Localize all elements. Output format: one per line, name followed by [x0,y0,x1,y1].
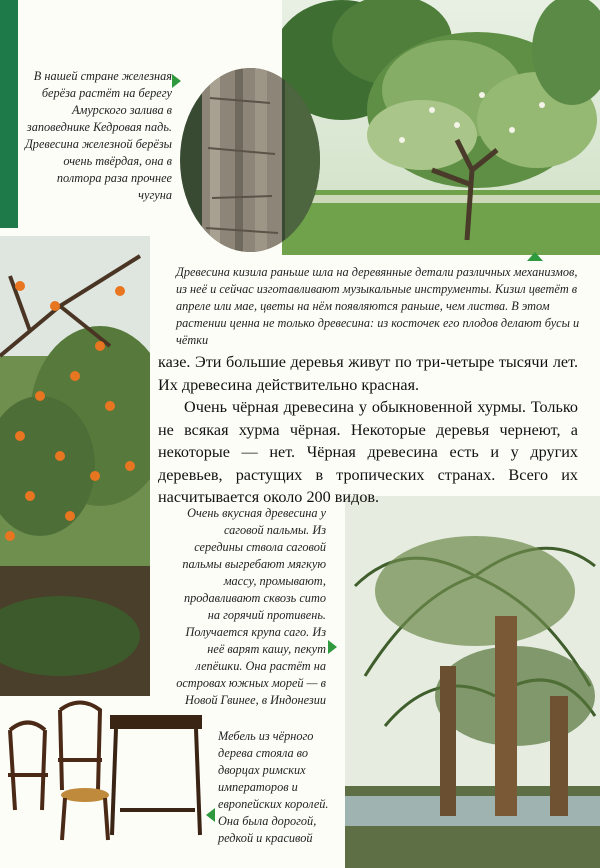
body-paragraph: Очень чёрная древесина у обыкновенной хурмы. Только не всякая хурма чёрная. Некоторые деревья чернеют, а некоторые — нет. Чёрная древесина есть и у других деревьев, растущих в тропических странах. Всего их насчитывается около 200 видов. [158,398,578,506]
dogwood-tree-photo [282,0,600,255]
main-text [158,351,578,509]
body-paragraph: казе. Эти большие деревья живут по три-четыре тысячи лет. Их древесина действительно красная. [158,353,578,394]
dogwood-caption: Древесина кизила раньше шла на деревянные детали различных механизмов, из неё и сейчас изготавливают музыкальные инструменты. Кизил цветёт в апреле или мае, цветы на нём появляются раньше, чем листва. В этом растении ценна не только древесина: из косточек его плодов делают бусы и чётки [176,265,580,347]
triangle-left-icon [206,808,215,822]
sago-palm-caption: Очень вкусная древесина у саговой пальмы. Из середины ствола саговой пальмы выгребают мягкую массу, промывают, продавливают сквозь сито на горячий противень. Получается крупа саго. Из неё варят кашу, пекут лепёшки. Она растёт на островах южных морей — в Новой Гвинее, в Индонезии [176,506,326,707]
ebony-furniture-caption: Мебель из чёрного дерева стояла во дворцах римских императоров и европейских королей. Она была дорогой, редкой и красивой [218,729,329,845]
sago-palm-illustration [345,496,600,868]
triangle-up-icon [527,252,543,261]
side-color-bar [0,0,18,228]
triangle-right-icon [328,640,337,654]
ebony-furniture-illustration [0,700,210,865]
iron-birch-caption: В нашей стране железная берёза растёт на берегу Амурского залива в заповеднике Кедровая падь. Древесина железной берёзы очень твёрдая, она в полтора раза прочнее чугуна [24,69,172,202]
birch-bark-photo [180,68,320,252]
persimmon-tree-photo [0,236,150,696]
triangle-right-icon [172,74,181,88]
